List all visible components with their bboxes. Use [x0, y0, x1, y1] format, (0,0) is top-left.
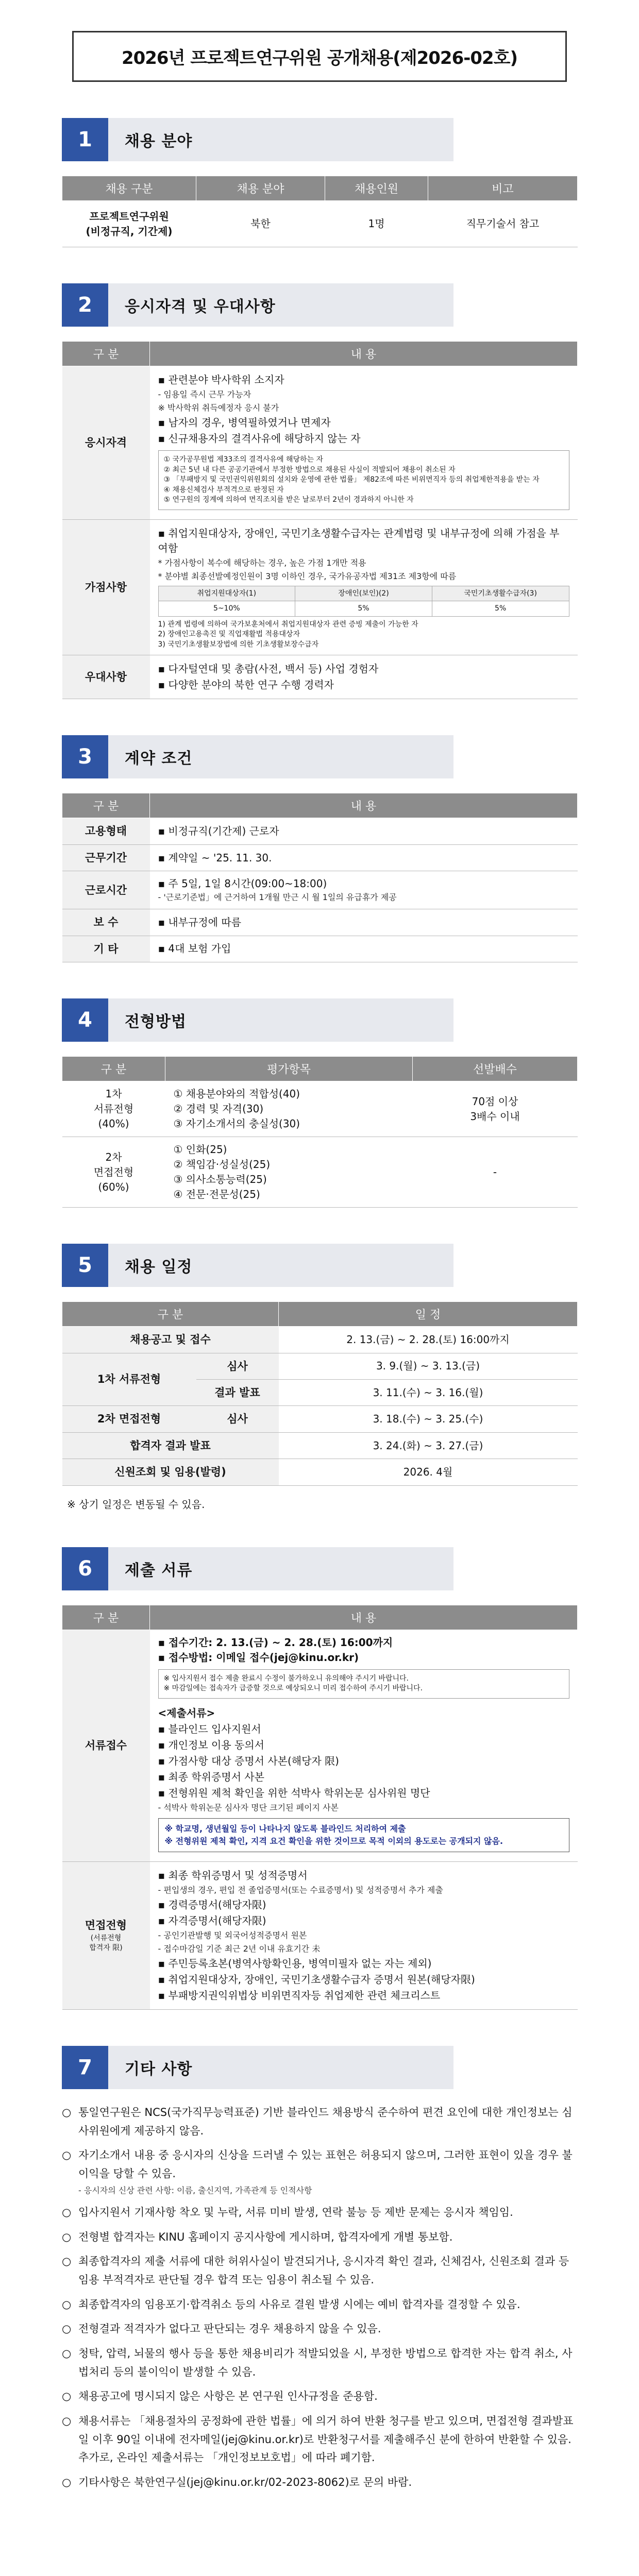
schedule-date: 3. 18.(수) ~ 3. 25.(수) — [279, 1406, 578, 1432]
table-row — [62, 519, 578, 655]
posting-title-box — [72, 31, 567, 82]
list-item: ▪ 경력증명서(해당자限) — [158, 1898, 266, 1911]
section-title: 전형방법 — [108, 998, 453, 1042]
table-row — [62, 1459, 578, 1485]
section-number: 7 — [62, 2046, 108, 2089]
table-header: 구 분 — [62, 1302, 279, 1327]
row-label: 1차 서류전형 — [62, 1353, 196, 1406]
list-item: ④ 채용신체검사 부적격으로 판정된 자 — [163, 485, 284, 494]
submission-method: ▪ 접수방법: 이메일 접수(jej@kinu.or.kr) — [158, 1651, 359, 1664]
row-label: 근로시간 — [62, 871, 150, 909]
table-header: 평가항목 — [165, 1057, 413, 1081]
table-cell: 북한 — [196, 201, 325, 247]
row-label: 신원조회 및 임용(발령) — [62, 1459, 279, 1485]
table-cell: 5% — [432, 601, 569, 616]
list-item: ○ 청탁, 압력, 뇌물의 행사 등을 통한 채용비리가 적발되었을 시, 부정한 방법으로 합격한 자는 합격 취소, 사법처리 등의 불이익이 발생할 수 있음. — [62, 2345, 577, 2381]
table-cell: ▪ 4대 보험 가입 — [150, 936, 578, 962]
list-item: - 접수마감일 기준 최근 2년 이내 유효기간 未 — [158, 1943, 321, 1954]
list-item: - 석박사 학위논문 심사자 명단 크기된 페이지 사본 — [158, 1802, 339, 1812]
list-item: ② 책임감·성실성(25) — [173, 1158, 271, 1171]
list-item: ▪ 신규채용자의 결격사유에 해당하지 않는 자 — [158, 432, 361, 445]
table-header: 선발배수 — [413, 1057, 578, 1081]
section-title: 제출 서류 — [108, 1547, 453, 1590]
row-label: 보 수 — [62, 909, 150, 936]
table-cell: 5~10% — [158, 601, 295, 616]
table-row — [62, 909, 578, 936]
list-item: ② 경력 및 자격(30) — [173, 1103, 264, 1115]
section-number: 3 — [62, 735, 108, 778]
list-item: ▪ 남자의 경우, 병역필하였거나 면제자 — [158, 416, 331, 429]
schedule-note: ※ 상기 일정은 변동될 수 있음. — [67, 1498, 205, 1511]
list-item: ▪ 다양한 분야의 북한 연구 수행 경력자 — [158, 679, 334, 691]
footnote: 3) 국민기초생활보장법에 의한 기초생활보장수급자 — [158, 640, 319, 649]
table-header: 구 분 — [62, 1605, 150, 1630]
list-item: ▪ 주민등록초본(병역사항확인용, 병역미필자 없는 자는 제외) — [158, 1957, 432, 1970]
list-item: ▪ 관련분야 박사학위 소지자 — [158, 374, 284, 386]
row-sublabel: 결과 발표 — [196, 1379, 279, 1405]
selection-method-table — [62, 1056, 578, 1208]
selection-ratio: - — [413, 1137, 578, 1208]
list-item: ② 최근 5년 내 다른 공공기관에서 부정한 방법으로 채용된 사실이 적발되어 채용이 취소된 자 — [163, 465, 456, 474]
schedule-date: 3. 24.(화) ~ 3. 27.(금) — [279, 1432, 578, 1459]
list-item: * 분야별 최종선발예정인원이 3명 이하인 경우, 국가유공자법 제31조 제3항에 따름 — [158, 571, 457, 581]
section-number: 1 — [62, 118, 108, 161]
warning-line: ※ 마감일에는 접속자가 급증할 것으로 예상되오니 미리 접수하여 주시기 바랍니다. — [163, 1684, 423, 1693]
list-item: ① 국가공무원법 제33조의 결격사유에 해당하는 자 — [163, 455, 324, 464]
list-item: ※ 박사학위 취득예정자 응시 불가 — [158, 403, 279, 413]
list-item: ③ 자기소개서의 충실성(30) — [173, 1117, 300, 1130]
footnote: 2) 장애인고용촉진 및 직업재활법 적용대상자 — [158, 630, 300, 639]
row-label: 응시자격 — [62, 366, 150, 520]
disqualification-box — [158, 450, 569, 510]
qualification-content — [150, 366, 578, 520]
list-item: ▪ 최종 학위증명서 사본 — [158, 1770, 265, 1783]
selection-ratio: 70점 이상 3배수 이내 — [413, 1081, 578, 1137]
list-item: ▪ 취업지원대상자, 장애인, 국민기초생활수급자 증명서 원본(해당자限) — [158, 1973, 475, 1986]
table-row — [62, 818, 578, 844]
table-header: 채용 분야 — [196, 176, 325, 201]
list-item: ○ 최종합격자의 임용포기·합격취소 등의 사유로 결원 발생 시에는 예비 합격자를 결정할 수 있음. — [62, 2296, 577, 2314]
table-header: 내 용 — [150, 342, 578, 366]
section-title: 응시자격 및 우대사항 — [108, 283, 453, 327]
table-header: 내 용 — [150, 793, 578, 818]
footnote: 1) 관계 법령에 의하여 국가보훈처에서 취업지원대상자 관련 증빙 제출이 가능한 자 — [158, 620, 418, 629]
table-cell: 1명 — [325, 201, 428, 247]
table-header-row — [62, 176, 578, 201]
schedule-date: 3. 9.(월) ~ 3. 13.(금) — [279, 1353, 578, 1379]
section-number: 6 — [62, 1547, 108, 1590]
warning-line: ※ 입사지원서 접수 제출 완료시 수정이 불가하오니 유의해야 주시기 바랍니다. — [163, 1674, 409, 1683]
list-item: ○ 자기소개서 내용 중 응시자의 신상을 드러낼 수 있는 표현은 허용되지 않으며, 그러한 표현이 있을 경우 불이익을 당할 수 있음. - 응시자의 신상 관련 사항: 이름, 출신지역, 가족관계 등 인적사항 — [62, 2146, 577, 2197]
table-cell: 국민기초생활수급자(3) — [432, 586, 569, 601]
recruit-field-table — [62, 176, 578, 247]
row-label: 채용공고 및 접수 — [62, 1327, 279, 1353]
table-header-row — [62, 1302, 578, 1327]
list-item: ▪ 부패방지권익위법상 비위면직자등 취업제한 관련 체크리스트 — [158, 1989, 441, 2002]
list-item: - '근로기준법」에 근거하여 1개월 만근 시 월 1일의 유급휴가 제공 — [158, 892, 397, 903]
table-header: 구 분 — [62, 342, 150, 366]
stage-label: 2차 면접전형 (60%) — [62, 1137, 165, 1208]
table-header-row — [62, 1605, 578, 1630]
table-row — [62, 1081, 578, 1137]
list-item: ▪ 블라인드 입사지원서 — [158, 1722, 261, 1735]
interview-documents — [150, 1861, 578, 2009]
table-row — [62, 366, 578, 520]
list-item: ▪ 전형위원 제척 확인을 위한 석박사 학위논문 심사위원 명단 — [158, 1786, 430, 1799]
table-row — [62, 936, 578, 962]
row-label: 합격자 결과 발표 — [62, 1432, 279, 1459]
list-item: ○ 입사지원서 기재사항 착오 및 누락, 서류 미비 발생, 연락 불능 등 제반 문제는 응시자 책임임. — [62, 2204, 577, 2222]
row-label: 근무기간 — [62, 844, 150, 871]
schedule-table — [62, 1301, 578, 1486]
table-header-row — [62, 1057, 578, 1081]
list-item: ⑤ 연구원의 징계에 의하여 면직조치를 받은 날로부터 2년이 경과하지 아니한 자 — [163, 496, 414, 504]
contract-table — [62, 793, 578, 962]
table-cell: 프로젝트연구위원 (비정규직, 기간제) — [62, 201, 196, 247]
row-label: 우대사항 — [62, 655, 150, 699]
section-title: 계약 조건 — [108, 735, 453, 778]
list-item: ▪ 개인정보 이용 동의서 — [158, 1738, 265, 1751]
list-item: - 편입생의 경우, 편입 전 졸업증명서(또는 수료증명서) 및 성적증명서 추가 제출 — [158, 1885, 443, 1895]
section-number: 2 — [62, 283, 108, 327]
interview-label: 면접전형 — [85, 1919, 127, 1932]
table-cell: 5% — [295, 601, 432, 616]
evaluation-items — [165, 1081, 413, 1137]
table-header-row — [62, 342, 578, 366]
row-label — [62, 1861, 150, 2009]
table-row — [62, 1353, 578, 1379]
section-header-5 — [62, 1244, 453, 1287]
list-item: ○ 전형별 합격자는 KINU 홈페이지 공지사항에 게시하며, 합격자에게 개별 통보함. — [62, 2228, 577, 2247]
evaluation-items — [165, 1137, 413, 1208]
row-label: 고용형태 — [62, 818, 150, 844]
table-header-row — [62, 793, 578, 818]
table-row — [62, 1432, 578, 1459]
list-item: ① 채용분야와의 적합성(40) — [173, 1088, 300, 1100]
section-title: 채용 분야 — [108, 118, 453, 161]
section-title: 기타 사항 — [108, 2046, 453, 2089]
document-content — [150, 1630, 578, 1861]
list-item: ③ 의사소통능력(25) — [173, 1173, 267, 1186]
submission-period: ▪ 접수기간: 2. 13.(금) ~ 2. 28.(토) 16:00까지 — [158, 1636, 393, 1649]
row-label: 서류접수 — [62, 1630, 150, 1861]
table-header: 채용 구분 — [62, 176, 196, 201]
blind-warning-box — [158, 1818, 569, 1852]
table-row — [62, 201, 578, 247]
table-row — [62, 1630, 578, 1861]
table-header: 구 분 — [62, 793, 150, 818]
section-number: 5 — [62, 1244, 108, 1287]
table-row — [158, 586, 569, 601]
page-title: 2026년 프로젝트연구위원 공개채용(제2026-02호) — [121, 48, 518, 69]
table-row — [62, 1861, 578, 2009]
table-row — [62, 871, 578, 909]
table-header: 일 정 — [279, 1302, 578, 1327]
list-item: - 공인기관발행 및 외국어성적증명서 원본 — [158, 1930, 307, 1940]
list-item: ④ 전문·전문성(25) — [173, 1188, 260, 1201]
list-item: ○ 최종합격자의 제출 서류에 대한 허위사실이 발견되거나, 응시자격 확인 결과, 신체검사, 신원조회 결과 등 임용 부적격자로 판단될 경우 합격 또는 임용이 취소될 수 있음. — [62, 2252, 577, 2289]
section-title: 채용 일정 — [108, 1244, 453, 1287]
qualification-table — [62, 341, 578, 699]
bonus-content — [150, 519, 578, 655]
table-row — [62, 1137, 578, 1208]
list-item: ○ 기타사항은 북한연구실(jej@kinu.or.kr/02-2023-8062)로 문의 바람. — [62, 2473, 577, 2492]
stage-label: 1차 서류전형 (40%) — [62, 1081, 165, 1137]
list-item: - 임용일 즉시 근무 가능자 — [158, 389, 251, 399]
table-cell: ▪ 비정규직(기간제) 근로자 — [150, 818, 578, 844]
table-cell — [150, 871, 578, 909]
list-item: ○ 채용서류는 「채용절차의 공정화에 관한 법률」에 의거 하여 반환 청구를 받고 있으며, 면접전형 결과발표일 이후 90일 이내에 전자메일(jej@kinu.or.kr)로 반환청구서를 제출해주신 분에 한하여 반환할 수 있음. 추가로, 온라인 제출서류는 「개인정보보호법」에 따라 폐기함. — [62, 2412, 577, 2467]
table-header: 내 용 — [150, 1605, 578, 1630]
list-item: ○ 채용공고에 명시되지 않은 사항은 본 연구원 인사규정을 준용함. — [62, 2387, 577, 2406]
bonus-rate-table — [158, 586, 569, 617]
table-row — [62, 1406, 578, 1432]
interview-sublabel: (서류전형 합격자 限) — [89, 1934, 123, 1953]
table-row — [158, 601, 569, 616]
schedule-date: 2026. 4월 — [279, 1459, 578, 1485]
table-row — [62, 1327, 578, 1353]
row-label: 2차 면접전형 — [62, 1406, 196, 1432]
warning-line: ※ 전형위원 제척 확인, 지격 요건 확인을 위한 것이므로 목적 이외의 용도로는 공개되지 않음. — [164, 1836, 503, 1846]
list-item: ○ 전형결과 적격자가 없다고 판단되는 경우 채용하지 않을 수 있음. — [62, 2320, 577, 2338]
list-item: ▪ 가점사항 대상 증명서 사본(해당자 限) — [158, 1754, 339, 1767]
list-item: ▪ 취업지원대상자, 장애인, 국민기초생활수급자는 관계법령 및 내부규정에 의해 가점을 부여함 — [158, 527, 560, 554]
table-header: 비고 — [428, 176, 578, 201]
section-header-7 — [62, 2046, 453, 2089]
table-cell: 장애인(보인)(2) — [295, 586, 432, 601]
table-cell: 취업지원대상자(1) — [158, 586, 295, 601]
etc-list — [62, 2104, 577, 2492]
list-item: ▪ 주 5일, 1일 8시간(09:00~18:00) — [158, 877, 327, 890]
row-sublabel: 심사 — [196, 1406, 279, 1432]
docs-heading: <제출서류> — [158, 1706, 215, 1719]
section-header-4 — [62, 998, 453, 1042]
row-sublabel: 심사 — [196, 1353, 279, 1379]
list-item: * 가점사항이 복수에 해당하는 경우, 높은 가점 1개만 적용 — [158, 557, 366, 568]
preference-content — [150, 655, 578, 699]
list-item: ▪ 자격증명서(해당자限) — [158, 1914, 266, 1927]
section-header-2 — [62, 283, 453, 327]
table-cell: ▪ 내부규정에 따름 — [150, 909, 578, 936]
table-cell: 직무기술서 참고 — [428, 201, 578, 247]
table-header: 채용인원 — [325, 176, 428, 201]
warning-box — [158, 1669, 569, 1699]
section-header-6 — [62, 1547, 453, 1590]
schedule-date: 2. 13.(금) ~ 2. 28.(토) 16:00까지 — [279, 1327, 578, 1353]
schedule-date: 3. 11.(수) ~ 3. 16.(월) — [279, 1379, 578, 1405]
table-row — [62, 844, 578, 871]
table-header: 구 분 — [62, 1057, 165, 1081]
section-header-3 — [62, 735, 453, 778]
table-cell: ▪ 계약일 ~ '25. 11. 30. — [150, 844, 578, 871]
warning-line: ※ 학교명, 생년월일 등이 나타나지 않도록 블라인드 처리하여 제출 — [164, 1823, 406, 1834]
section-number: 4 — [62, 998, 108, 1042]
list-item: ① 인화(25) — [173, 1143, 227, 1156]
row-label: 가점사항 — [62, 519, 150, 655]
table-row — [62, 655, 578, 699]
section-header-1 — [62, 118, 453, 161]
documents-table — [62, 1605, 578, 2010]
list-item: ③ 「부패방지 및 국민권익위원회의 설치와 운영에 관한 법률」 제82조에 따른 비위면직자 등의 취업제한적용을 받는 자 — [163, 476, 540, 484]
row-label: 기 타 — [62, 936, 150, 962]
list-item: ○ 통일연구원은 NCS(국가직무능력표준) 기반 블라인드 채용방식 준수하여 편견 요인에 대한 개인정보는 심사위원에게 제공하지 않음. — [62, 2104, 577, 2140]
list-item: ▪ 최종 학위증명서 및 성적증명서 — [158, 1869, 308, 1882]
list-item: ▪ 다자털연대 및 총람(사전, 백서 등) 사업 경험자 — [158, 663, 379, 675]
